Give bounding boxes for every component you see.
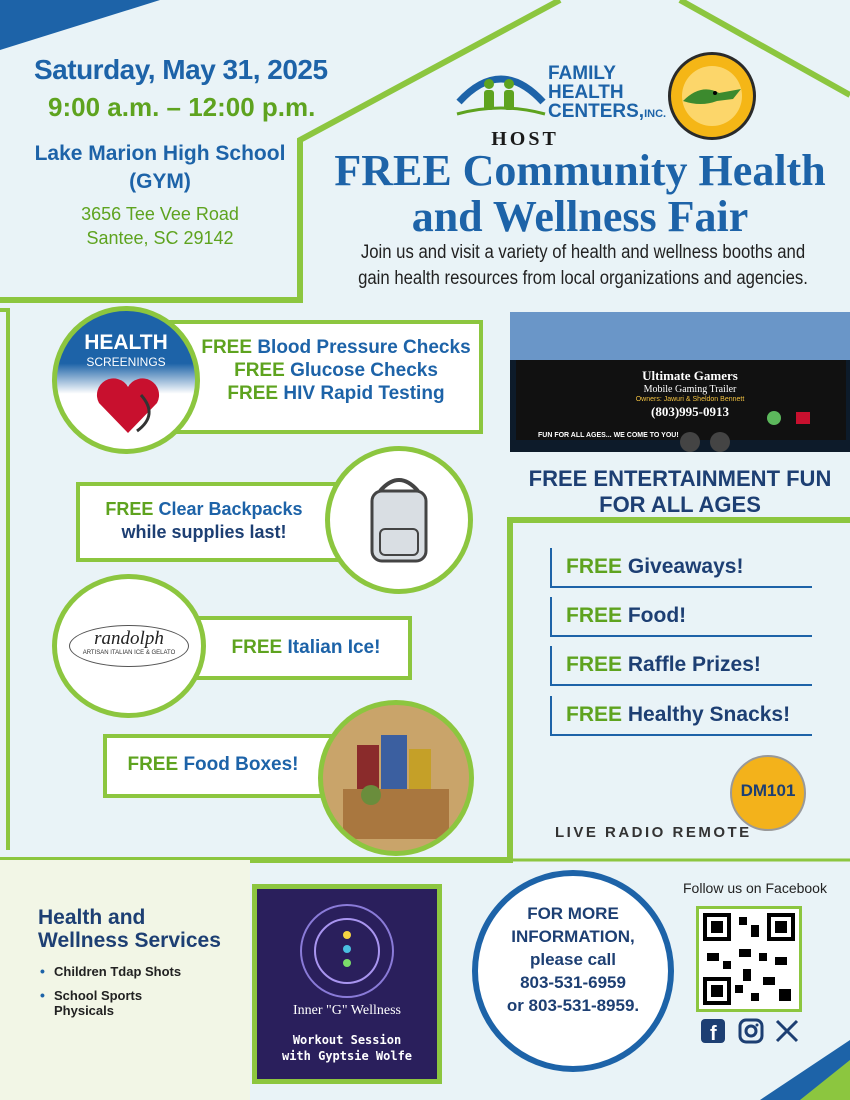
backpacks-text [84,498,324,544]
freebie-label: Food! [627,604,687,627]
info-line1: FOR MORE [527,904,619,923]
qr-code-icon [699,909,799,1009]
randolph-logo-sub: ARTISAN ITALIAN ICE & GELATO [82,650,176,656]
gaming-trailer-image [510,312,850,452]
free-label: FREE [566,555,623,578]
page-title [300,148,850,240]
svg-text:f: f [710,1023,717,1044]
phone-number-2[interactable]: or 803-531-8959. [506,996,640,1015]
event-address [50,202,270,250]
free-label: FREE [201,337,253,358]
services-item: Physicals [54,1003,114,1018]
workout-line1: Workout Session [292,1033,402,1047]
screening-item: Blood Pressure Checks [257,337,471,358]
workout-session-image [252,884,442,1084]
services-title-line1: Health and [38,906,146,929]
list-item [550,696,812,736]
free-label: FREE [566,653,623,676]
list-item [38,988,181,1018]
services-title-line2: Wellness Services [38,929,221,952]
radio-label: LIVE RADIO REMOTE [555,824,752,841]
event-time: 9:00 a.m. – 12:00 p.m. [48,92,316,122]
services-list [38,964,181,1018]
food-boxes-text [108,753,318,776]
backpacks-line1: Clear Backpacks [158,499,303,519]
food-box-image [318,700,474,856]
phone-number-1[interactable]: 803-531-6959 [520,973,626,992]
freebie-label: Raffle Prizes! [627,653,761,676]
italian-ice-text [206,636,406,659]
info-line2: INFORMATION, [511,927,635,946]
event-date: Saturday, May 31, 2025 [34,54,328,85]
fhc-line1: FAMILY [548,63,616,84]
freebie-label: Healthy Snacks! [627,703,791,726]
trailer-subtitle: Mobile Gaming Trailer [643,384,737,395]
entertainment-line1: FREE ENTERTAINMENT FUN [528,466,832,491]
badge-subtitle: SCREENINGS [86,355,166,369]
health-screenings-badge [52,306,200,454]
workout-brand: Inner "G" Wellness [292,1003,402,1018]
trailer-phone: (803)995-0913 [651,404,729,419]
free-label: FREE [227,383,279,404]
instagram-icon[interactable] [738,1018,764,1044]
badge-title: HEALTH [84,331,168,354]
free-label: FREE [127,754,179,775]
backpacks-line2: while supplies last! [121,522,287,542]
randolph-logo-text: randolph [94,628,164,649]
mandala-icon [257,889,437,1009]
school-mascot-logo-icon [668,52,756,140]
headline-line2: and Wellness Fair [411,192,749,241]
info-line3: please call [529,950,616,969]
entertainment-heading [520,466,840,518]
free-label: FREE [566,604,623,627]
screening-item: HIV Rapid Testing [283,383,445,404]
x-twitter-icon[interactable] [774,1018,800,1044]
fhc-suffix: INC. [644,108,667,120]
trailer-title: Ultimate Gamers [642,368,738,383]
headline-line1: FREE Community Health [334,146,826,195]
list-item [550,548,812,588]
services-title [38,906,221,952]
freebie-label: Giveaways! [627,555,744,578]
free-label: FREE [234,360,285,381]
italian-ice-label: Italian Ice! [287,637,381,658]
backpack-icon [330,451,468,589]
family-health-logo-text [548,64,666,124]
radio-station-logo-icon [730,755,806,831]
follow-label: Follow us on Facebook [683,880,827,896]
free-label: FREE [231,637,283,658]
food-boxes-label: Food Boxes! [183,754,299,775]
event-venue [20,140,300,196]
fhc-line3: CENTERS, [548,101,645,122]
randolph-logo-oval [69,625,189,667]
screenings-list [196,336,476,405]
list-item [550,646,812,686]
venue-name: Lake Marion High School [34,142,286,165]
intro-text: Join us and visit a variety of health and wellness booths and gain health resources from local organizations and agencies. [358,242,808,289]
host-label: HOST [491,128,559,150]
groceries-icon [323,705,469,851]
trailer-owners: Owners: Jawuri & Sheldon Bennett [635,396,745,403]
trailer-tagline: FUN FOR ALL AGES... WE COME TO YOU! [538,432,679,439]
contact-info [480,902,666,1017]
heart-stethoscope-icon [93,375,163,437]
venue-room: (GYM) [129,170,191,193]
address-street: 3656 Tee Vee Road [81,204,239,224]
list-item [550,597,812,637]
free-label: FREE [566,703,623,726]
free-label: FREE [105,499,154,519]
screening-item: Glucose Checks [290,360,438,381]
workout-line2: with Gyptsie Wolfe [281,1049,413,1063]
fhc-line2: HEALTH [548,82,624,103]
randolph-logo [52,574,206,718]
family-health-logo-icon [455,62,547,120]
services-item: School Sports [54,988,143,1003]
list-item: • Children Tdap Shots [38,964,181,979]
qr-code[interactable] [696,906,802,1012]
entertainment-line2: FOR ALL AGES [599,492,761,517]
backpack-image [325,446,473,594]
radio-logo-text: DM101 [740,781,796,800]
facebook-icon[interactable] [700,1018,726,1044]
address-city: Santee, SC 29142 [86,228,234,248]
